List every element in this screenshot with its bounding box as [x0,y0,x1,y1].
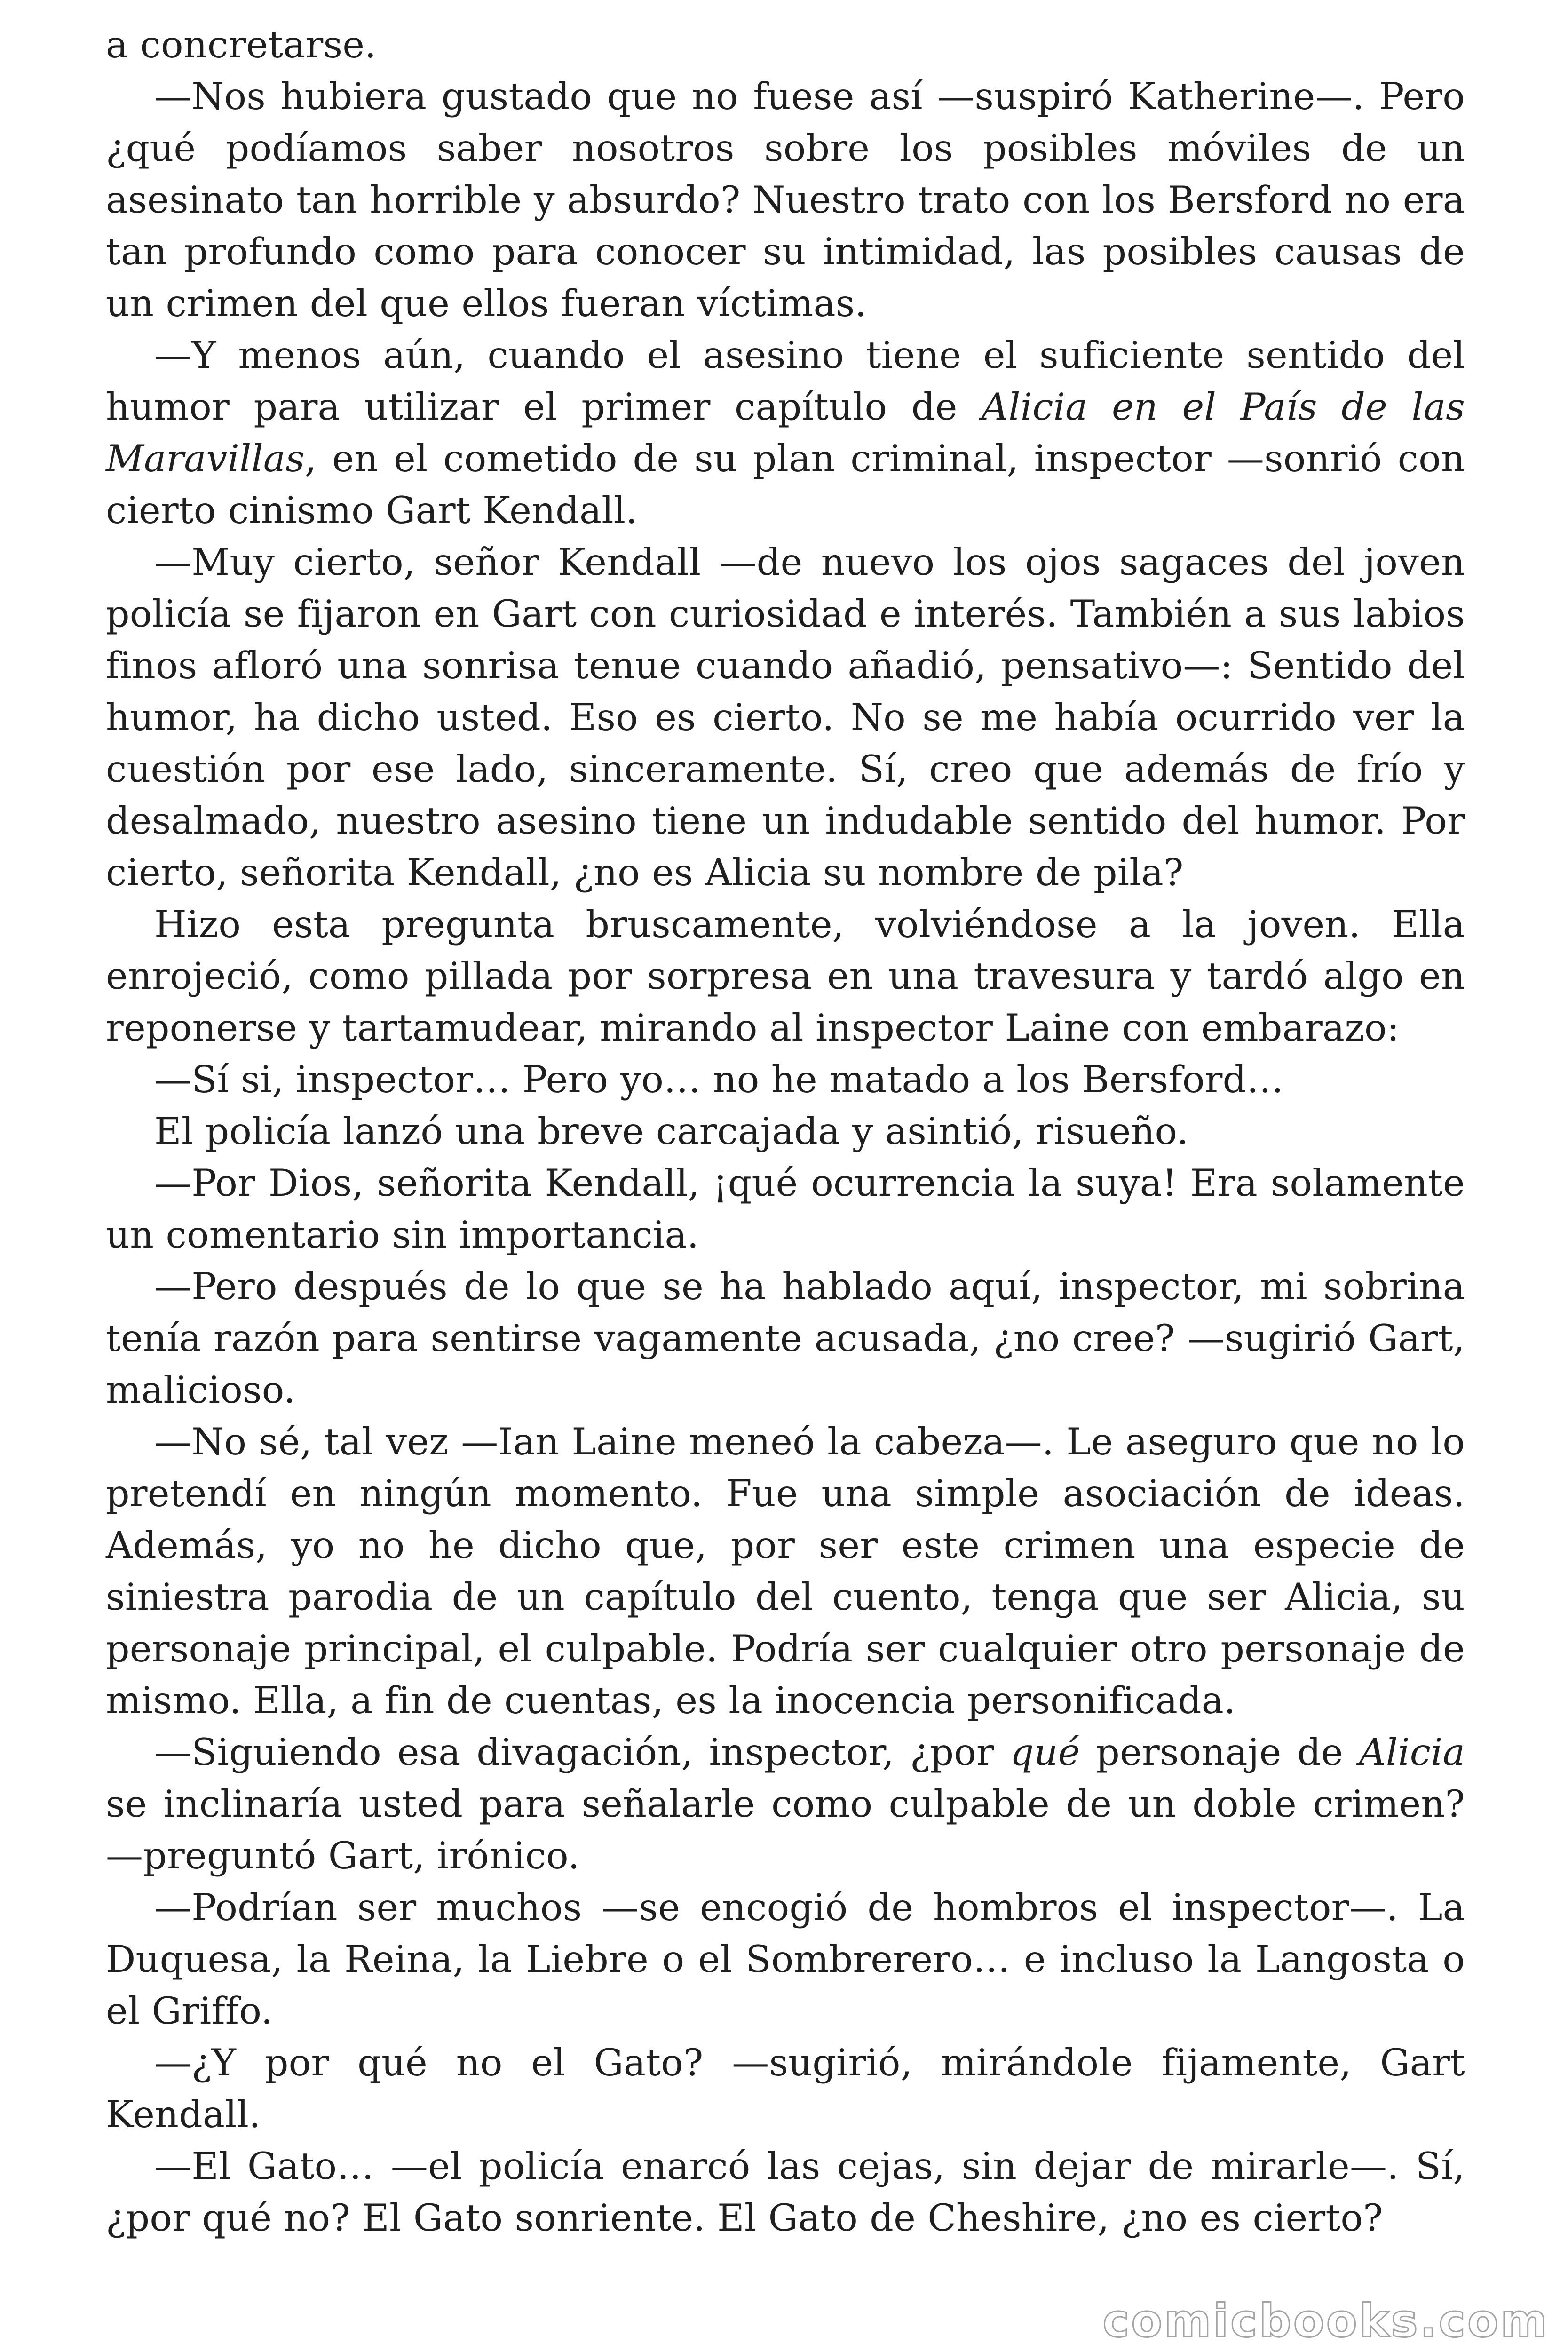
paragraph: —Sí si, inspector… Pero yo… no he matado a los Bersford… [154,1058,1284,1101]
paragraph: a concretarse. [106,23,377,66]
book-title-italic: Alicia en el País de las Maravillas [106,385,1465,480]
paragraph-text: —Y menos aún, cuando el asesino tiene el suficiente sentido del humor para utilizar el primer capítulo de [106,334,1465,429]
paragraph: —Muy cierto, señor Kendall —de nuevo los ojos sagaces del joven policía se fijaron en Gart con curiosidad e interés. También a sus labios finos afloró una sonrisa tenue cuando añadió, pensativo—: Sentido del humor, ha dicho usted. Eso es cierto. No se me había ocurrido ver la cuestión por ese lado, sinceramente. Sí, creo que además de frío y desalmado, nuestro asesino tiene un indudable sentido del humor. Por cierto, señorita Kendall, ¿no es Alicia su nombre de pila? [106,540,1465,894]
paragraph [106,1726,1465,1882]
paragraph: Hizo esta pregunta bruscamente, volviéndose a la joven. Ella enrojeció, como pillada por sorpresa en una travesura y tardó algo en reponerse y tartamudear, mirando al inspector Laine con embarazo: [106,903,1465,1049]
paragraph-text: personaje de [1080,1731,1359,1774]
paragraph: —No sé, tal vez —Ian Laine meneó la cabeza—. Le aseguro que no lo pretendí en ningún momento. Fue una simple asociación de ideas. Además, yo no he dicho que, por ser este crimen una especie de siniestra parodia de un capítulo del cuento, tenga que ser Alicia, su personaje principal, el culpable. Podría ser cualquier otro personaje de mismo. Ella, a fin de cuentas, es la inocencia personificada. [106,1420,1465,1722]
paragraph: —Nos hubiera gustado que no fuese así —suspiró Katherine—. Pero ¿qué podíamos saber nosotros sobre los posibles móviles de un asesinato tan horrible y absurdo? Nuestro trato con los Bersford no era tan profundo como para conocer su intimidad, las posibles causas de un crimen del que ellos fueran víctimas. [106,75,1465,325]
paragraph [106,329,1465,536]
emphasis-italic: qué [1010,1731,1080,1774]
paragraph: —¿Y por qué no el Gato? —sugirió, mirándole fijamente, Gart Kendall. [106,2041,1465,2136]
watermark-logo: comicbooks.com [1102,2295,1549,2347]
paragraph: —Pero después de lo que se ha hablado aquí, inspector, mi sobrina tenía razón para sentirse vagamente acusada, ¿no cree? —sugirió Gart, malicioso. [106,1265,1465,1412]
paragraph-text: , en el cometido de su plan criminal, inspector —sonrió con cierto cinismo Gart Kendall. [106,437,1465,532]
paragraph: —El Gato… —el policía enarcó las cejas, sin dejar de mirarle—. Sí, ¿por qué no? El Gato sonriente. El Gato de Cheshire, ¿no es cierto? [106,2145,1465,2240]
paragraph-text: —Siguiendo esa divagación, inspector, ¿por [154,1731,1010,1774]
paragraph: —Por Dios, señorita Kendall, ¡qué ocurrencia la suya! Era solamente un comentario sin importancia. [106,1161,1465,1256]
book-title-italic: Alicia [1359,1731,1465,1774]
paragraph: —Podrían ser muchos —se encogió de hombros el inspector—. La Duquesa, la Reina, la Liebre o el Sombrerero… e incluso la Langosta o el Griffo. [106,1886,1465,2033]
page-text [106,19,1465,2244]
paragraph-text: se inclinaría usted para señalarle como culpable de un doble crimen? —preguntó Gart, irónico. [106,1782,1465,1877]
paragraph: El policía lanzó una breve carcajada y asintió, risueño. [154,1110,1189,1153]
